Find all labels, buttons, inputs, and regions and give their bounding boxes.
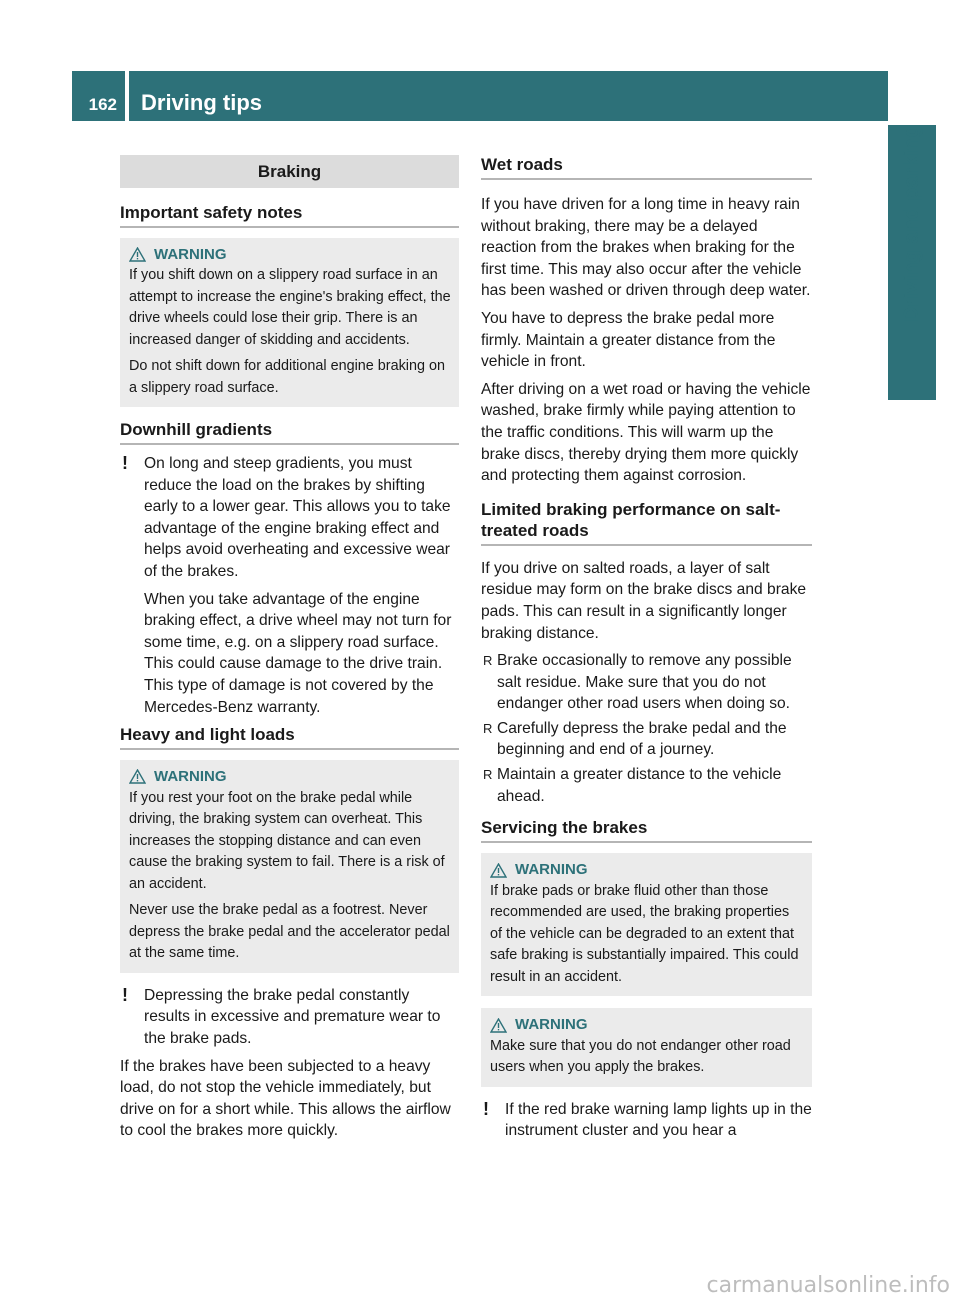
heading-salt-roads: Limited braking performance on salt-treated roads [481, 499, 812, 546]
body-text: If the brakes have been subjected to a heavy load, do not stop the vehicle immediately, but drive on for a short while. This allows the airflow to cool the brakes more quickly. [120, 1057, 451, 1140]
warning-label: WARNING [154, 245, 227, 263]
left-column [120, 150, 459, 1148]
list-item: R Maintain a greater distance to the vehicle ahead. [481, 764, 812, 807]
page-number: 162 [88, 95, 117, 114]
note-pedal [120, 985, 459, 1050]
heading-loads: Heavy and light loads [120, 724, 459, 750]
warning-text: If you rest your foot on the brake pedal while driving, the braking system can overheat. This increases the stopping distance and can even cause the braking system to fail. There is a risk of an accident. [129, 789, 445, 892]
warning-header [129, 244, 451, 266]
note-exclamation-icon: ! [483, 1098, 489, 1119]
list-item: R Brake occasionally to remove any possible salt residue. Make sure that you do not endanger other road users when doing so. [481, 650, 812, 715]
warning-label: WARNING [515, 1016, 588, 1034]
note-exclamation-icon: ! [122, 984, 128, 1005]
body-text: After driving on a wet road or having the vehicle washed, brake firmly while paying attention to the traffic conditions. This will warm up the brake discs, thereby drying them more quickly and protecting them against corrosion. [481, 380, 811, 485]
body-text: You have to depress the brake pedal more firmly. Maintain a greater distance from the vehicle in front. [481, 309, 776, 371]
page-title: Driving tips [141, 90, 263, 115]
note-text: When you take advantage of the engine braking effect, a drive wheel may not turn for some time, e.g. on a slippery road surface. This could cause damage to the drive train. This type of damage is not covered by the Mercedes-Benz warranty. [144, 590, 452, 716]
note-lamp [481, 1099, 812, 1142]
heading-downhill: Downhill gradients [120, 419, 459, 445]
warning-label: WARNING [154, 768, 227, 786]
warning-box [120, 238, 459, 408]
warning-text: Never use the brake pedal as a footrest. Never depress the brake pedal and the accelerator pedal at the same time. [129, 902, 450, 962]
warning-box [481, 853, 812, 996]
section-heading-braking: Braking [120, 155, 459, 188]
side-tab-label: Driving and parking [900, 125, 923, 323]
body-text: If you have driven for a long time in heavy rain without braking, there may be a delayed reaction from the brakes when braking for the first time. This may also occur after the vehicle has been washed or driven through deep water. [481, 196, 811, 300]
body-text: If you drive on salted roads, a layer of salt residue may form on the brake discs and brake pads. This can result in a significantly longer braking distance. [481, 559, 807, 642]
warning-triangle-icon [490, 1018, 507, 1033]
warning-triangle-icon [129, 769, 146, 784]
side-tab-label-wrap [888, 125, 936, 400]
warning-triangle-icon [129, 247, 146, 262]
bullet-list [481, 650, 812, 807]
watermark: carmanualsonline.info [706, 1273, 950, 1298]
warning-label: WARNING [515, 861, 588, 879]
warning-header [490, 1014, 804, 1036]
warning-box [120, 760, 459, 973]
heading-wet-roads: Wet roads [481, 154, 812, 180]
right-column [481, 150, 812, 1148]
note-text: On long and steep gradients, you must reduce the load on the brakes by shifting early to a lower gear. This allows you to take advantage of the engine braking effect and helps avoid overheating and excessive wear of the brakes. [144, 455, 451, 581]
warning-triangle-icon [490, 863, 507, 878]
note-downhill [120, 453, 459, 718]
header-bar [129, 71, 888, 121]
warning-header [490, 859, 804, 881]
note-exclamation-icon: ! [122, 453, 128, 474]
warning-text: Make sure that you do not endanger other road users when you apply the brakes. [490, 1037, 791, 1076]
warning-text: Do not shift down for additional engine braking on a slippery road surface. [129, 358, 446, 396]
heading-servicing: Servicing the brakes [481, 817, 812, 843]
heading-safety-notes: Important safety notes [120, 202, 459, 228]
note-text: If the red brake warning lamp lights up in the instrument cluster and you hear a [505, 1100, 812, 1140]
list-item: R Carefully depress the brake pedal and the beginning and end of a journey. [481, 718, 812, 761]
warning-header [129, 766, 451, 788]
warning-box [481, 1008, 812, 1087]
warning-text: If brake pads or brake fluid other than those recommended are used, the braking properties of the vehicle can be degraded to an extent that safe braking is substantially impaired. This could result in an accident. [490, 882, 799, 985]
page-number-box [72, 71, 125, 121]
warning-text: If you shift down on a slippery road surface in an attempt to increase the engine's braking effect, the drive wheels could lose their grip. There is an increased danger of skidding and accidents. [129, 267, 451, 348]
note-text: Depressing the brake pedal constantly results in excessive and premature wear to the brake pads. [144, 986, 441, 1047]
